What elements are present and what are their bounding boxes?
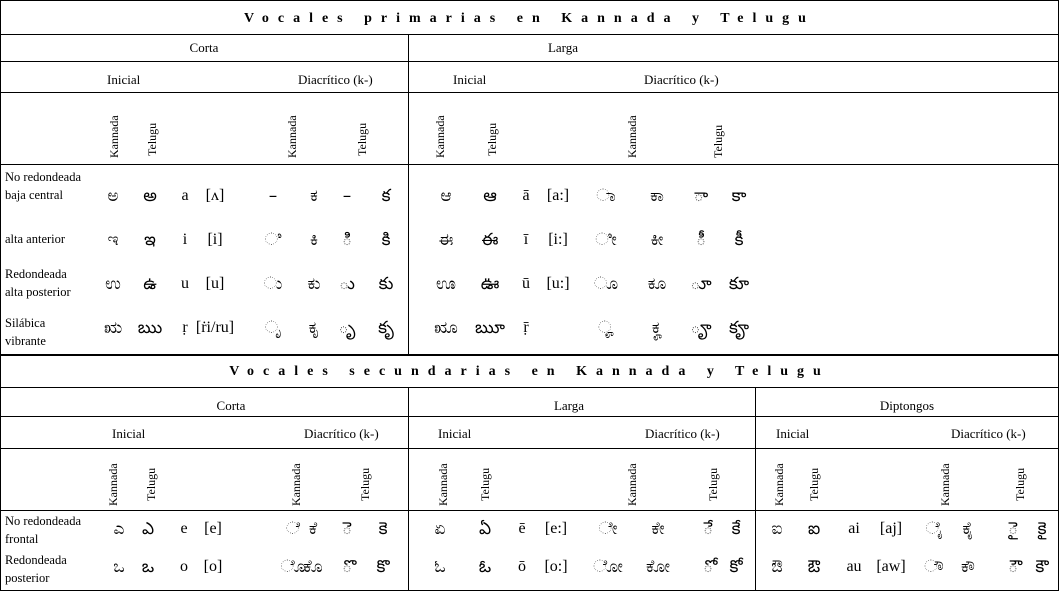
col-kannada: Kannada [107, 115, 121, 158]
long-kannada-diacritic: ೇ [598, 519, 618, 539]
long-telugu-k-syllable: కా [731, 186, 747, 206]
short-kannada-k-syllable: ಕೃ [308, 318, 320, 338]
short-ipa: [ṙi/ru] [195, 319, 235, 336]
subheader-inicial: Inicial [776, 426, 810, 441]
long-telugu-k-syllable: కీ [734, 230, 744, 250]
long-latin-transliteration: ū [522, 275, 530, 292]
rule [0, 61, 1059, 62]
col-telugu: Telugu [807, 467, 821, 501]
row-label: frontal [5, 532, 39, 546]
row-label: alta anterior [5, 232, 66, 246]
rule [0, 448, 1059, 449]
col-telugu: Telugu [485, 122, 499, 156]
subheader-diacritico: Diacrítico (k-) [951, 426, 1026, 441]
subheader-diacritico: Diacrítico (k-) [644, 72, 719, 87]
subheader-inicial: Inicial [438, 426, 472, 441]
long-kannada-initial: ೠ [434, 318, 458, 338]
col-telugu: Telugu [478, 467, 492, 501]
short-telugu-k-syllable: కి [381, 230, 391, 250]
short-latin-transliteration: ṛ [182, 319, 188, 336]
long-telugu-k-syllable: కో [729, 557, 743, 577]
long-telugu-initial: ఈ [481, 230, 499, 250]
long-telugu-k-syllable: కూ [728, 274, 750, 294]
short-kannada-diacritic: ೊ [280, 557, 306, 577]
short-ipa: [u] [205, 275, 225, 292]
rule [0, 387, 1059, 388]
long-latin-transliteration: ṝ [523, 319, 529, 336]
row-label: posterior [5, 571, 50, 585]
long-telugu-diacritic: ీ [696, 230, 706, 250]
col-telugu: Telugu [144, 467, 158, 501]
long-kannada-k-syllable: ಕೇ [651, 519, 665, 539]
long-kannada-initial: ಈ [438, 230, 454, 250]
row-label: vibrante [5, 334, 46, 348]
diph-telugu-diacritic: ై [1008, 519, 1018, 539]
long-latin-transliteration: ā [522, 187, 530, 204]
short-telugu-initial: ఎ [141, 519, 155, 539]
col-telugu: Telugu [145, 122, 159, 156]
long-latin-transliteration: ō [518, 558, 526, 575]
short-telugu-k-syllable: కృ [378, 318, 394, 338]
short-kannada-initial: ಒ [113, 557, 125, 577]
col-kannada: Kannada [625, 115, 639, 158]
diph-telugu-k-syllable: కౌ [1035, 557, 1049, 577]
long-telugu-diacritic: ూ [690, 274, 712, 294]
col-kannada: Kannada [433, 115, 447, 158]
short-kannada-diacritic: ೃ [264, 318, 282, 338]
col-kannada: Kannada [436, 463, 450, 506]
header-diptongos: Diptongos [879, 398, 935, 413]
long-kannada-diacritic: ೄ [597, 318, 615, 338]
long-telugu-diacritic: ే [703, 519, 713, 539]
diph-telugu-initial: ఐ [807, 519, 821, 539]
header-corta: Corta [216, 398, 246, 413]
subheader-diacritico: Diacrítico (k-) [298, 72, 373, 87]
long-kannada-diacritic: ೋ [593, 557, 623, 577]
long-kannada-k-syllable: ಕಾ [650, 186, 664, 206]
diph-kannada-k-syllable: ಕೌ [961, 557, 975, 577]
short-telugu-diacritic: ు [339, 274, 355, 294]
row-label: alta posterior [5, 285, 71, 299]
col-kannada: Kannada [625, 463, 639, 506]
col-kannada: Kannada [772, 463, 786, 506]
row-label: Redondeada [5, 553, 67, 567]
long-kannada-k-syllable: ಕೄ [651, 318, 663, 338]
long-telugu-k-syllable: కే [731, 519, 741, 539]
diph-telugu-initial: ఔ [807, 557, 821, 577]
short-kannada-k-syllable: ಕ [310, 186, 318, 206]
rule [0, 92, 1059, 93]
long-ipa: [o:] [544, 558, 568, 575]
short-telugu-diacritic: – [342, 186, 352, 206]
rule [0, 34, 1059, 35]
short-kannada-diacritic: ೆ [285, 519, 301, 539]
diph-kannada-initial: ಔ [771, 557, 783, 577]
long-kannada-initial: ಆ [440, 186, 452, 206]
diph-kannada-initial: ಐ [771, 519, 783, 539]
row-label: baja central [5, 188, 63, 202]
long-kannada-k-syllable: ಕೂ [647, 274, 667, 294]
row-label: No redondeada [5, 170, 82, 184]
diph-latin-transliteration: au [846, 558, 862, 575]
short-kannada-k-syllable: ಕಿ [310, 230, 318, 250]
long-latin-transliteration: ē [518, 520, 526, 537]
short-telugu-initial: అ [143, 186, 157, 206]
short-telugu-diacritic: ృ [338, 318, 356, 338]
short-latin-transliteration: o [180, 558, 188, 575]
long-kannada-diacritic: ೂ [593, 274, 619, 294]
row-label: No redondeada [5, 514, 82, 528]
long-ipa: [i:] [548, 231, 568, 248]
short-telugu-k-syllable: కొ [376, 557, 390, 577]
diph-telugu-diacritic: ౌ [1008, 557, 1018, 577]
diph-latin-transliteration: ai [848, 520, 860, 537]
subheader-diacritico: Diacrítico (k-) [304, 426, 379, 441]
diph-kannada-diacritic: ೌ [924, 557, 944, 577]
short-latin-transliteration: i [182, 231, 188, 248]
long-kannada-initial: ಏ [434, 519, 446, 539]
col-telugu: Telugu [355, 122, 369, 156]
short-telugu-initial: ఇ [144, 230, 156, 250]
long-latin-transliteration: ī [523, 231, 529, 248]
short-latin-transliteration: e [180, 520, 188, 537]
short-telugu-initial: ఋ [137, 318, 163, 338]
long-telugu-diacritic: ో [703, 557, 713, 577]
border-top [0, 0, 1059, 1]
short-telugu-diacritic: ి [342, 230, 352, 250]
short-ipa: [ʌ] [205, 187, 225, 204]
long-telugu-initial: ౠ [475, 318, 505, 338]
header-larga: Larga [553, 398, 585, 413]
header-corta: Corta [189, 40, 219, 55]
long-ipa: [e:] [544, 520, 568, 537]
long-kannada-initial: ಓ [434, 557, 446, 577]
short-telugu-k-syllable: క [381, 186, 391, 206]
col-telugu: Telugu [711, 124, 725, 158]
long-telugu-initial: ఊ [480, 274, 500, 294]
row-label: Redondeada [5, 267, 67, 281]
short-kannada-k-syllable: ಕೊ [303, 557, 323, 577]
short-kannada-initial: ಉ [105, 274, 121, 294]
rule [0, 416, 1059, 417]
long-ipa: [a:] [546, 187, 570, 204]
short-telugu-k-syllable: కె [378, 519, 388, 539]
long-telugu-initial: ఏ [478, 519, 492, 539]
short-telugu-initial: ఉ [143, 274, 157, 294]
short-kannada-initial: ಎ [113, 519, 125, 539]
col-telugu: Telugu [1013, 467, 1027, 501]
diph-ipa: [aw] [876, 558, 906, 575]
short-telugu-initial: ఒ [141, 557, 155, 577]
long-telugu-initial: ఆ [483, 186, 497, 206]
primary-title: Vocales primarias en Kannada y Telugu [244, 11, 815, 26]
short-ipa: [e] [204, 520, 222, 537]
long-kannada-k-syllable: ಕೀ [650, 230, 664, 250]
border-left [0, 0, 1, 591]
section-divider [0, 354, 1059, 356]
diph-telugu-k-syllable: కై [1037, 519, 1047, 539]
short-kannada-k-syllable: ಕೆ [308, 519, 318, 539]
long-telugu-initial: ఓ [478, 557, 492, 577]
short-telugu-diacritic: ె [342, 519, 352, 539]
short-kannada-initial: ಋ [103, 318, 123, 338]
long-kannada-k-syllable: ಕೋ [645, 557, 671, 577]
short-kannada-initial: ಅ [107, 186, 119, 206]
subheader-inicial: Inicial [112, 426, 146, 441]
rule [0, 164, 1059, 165]
row-label: Silábica [5, 316, 46, 330]
col-kannada: Kannada [285, 115, 299, 158]
short-telugu-diacritic: ొ [342, 557, 352, 577]
long-telugu-k-syllable: కౄ [728, 318, 750, 338]
short-kannada-k-syllable: ಕು [307, 274, 321, 294]
subheader-diacritico: Diacrítico (k-) [645, 426, 720, 441]
short-kannada-initial: ಇ [107, 230, 119, 250]
short-ipa: [i] [207, 231, 223, 248]
diph-ipa: [aj] [879, 520, 903, 537]
short-latin-transliteration: u [181, 275, 189, 292]
short-kannada-diacritic: ು [263, 274, 283, 294]
header-larga: Larga [547, 40, 579, 55]
short-telugu-k-syllable: కు [378, 274, 394, 294]
long-ipa: [u:] [546, 275, 570, 292]
col-telugu: Telugu [706, 467, 720, 501]
subheader-inicial: Inicial [453, 72, 487, 87]
col-kannada: Kannada [938, 463, 952, 506]
short-kannada-diacritic: ಿ [264, 230, 282, 250]
long-kannada-diacritic: ೀ [595, 230, 617, 250]
col-telugu: Telugu [358, 467, 372, 501]
secondary-title: Vocales secundarias en Kannada y Telugu [229, 364, 830, 379]
long-telugu-diacritic: ా [693, 186, 709, 206]
subheader-inicial: Inicial [107, 72, 141, 87]
short-ipa: [o] [203, 558, 223, 575]
col-kannada: Kannada [106, 463, 120, 506]
long-telugu-diacritic: ౄ [690, 318, 712, 338]
diph-kannada-k-syllable: ಕೈ [962, 519, 974, 539]
short-latin-transliteration: a [181, 187, 189, 204]
rule [0, 510, 1059, 511]
long-kannada-diacritic: ಾ [596, 186, 616, 206]
short-kannada-diacritic: – [268, 186, 278, 206]
col-kannada: Kannada [289, 463, 303, 506]
diph-kannada-diacritic: ೈ [925, 519, 943, 539]
long-kannada-initial: ಊ [436, 274, 456, 294]
